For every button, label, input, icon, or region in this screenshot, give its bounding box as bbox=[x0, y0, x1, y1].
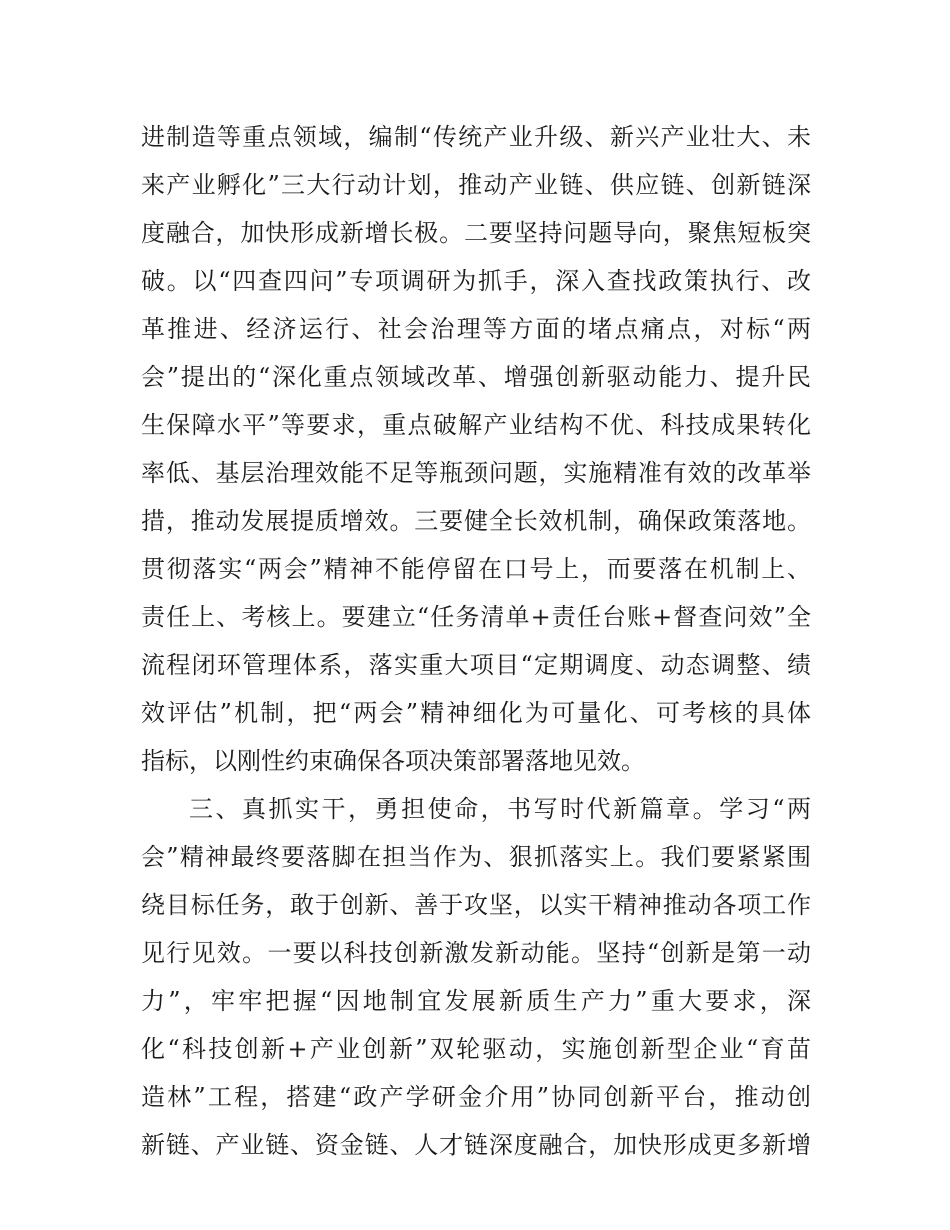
text-line: 效评估”机制，把“两会”精神细化为可量化、可考核的具体 bbox=[141, 699, 811, 727]
text-line: 革推进、经济运行、社会治理等方面的堵点痛点，对标“两 bbox=[141, 315, 811, 343]
text-line: 来产业孵化”三大行动计划，推动产业链、供应链、创新链深 bbox=[141, 171, 811, 199]
text-line: 造林”工程，搭建“政产学研金介用”协同创新平台，推动创 bbox=[141, 1083, 811, 1111]
text-line: 见行见效。一要以科技创新激发新动能。坚持“创新是第一动 bbox=[141, 939, 811, 967]
text-line: 三、真抓实干，勇担使命，书写时代新篇章。学习“两 bbox=[189, 795, 811, 823]
text-line: 会”精神最终要落脚在担当作为、狠抓落实上。我们要紧紧围 bbox=[141, 843, 811, 871]
text-line: 进制造等重点领域，编制“传统产业升级、新兴产业壮大、未 bbox=[141, 123, 811, 151]
text-line: 力”，牢牢把握“因地制宜发展新质生产力”重大要求，深 bbox=[141, 987, 811, 1015]
text-line: 化“科技创新+产业创新”双轮驱动，实施创新型企业“育苗 bbox=[141, 1035, 811, 1063]
text-line: 责任上、考核上。要建立“任务清单+责任台账+督查问效”全 bbox=[141, 603, 811, 631]
text-line: 破。以“四查四问”专项调研为抓手，深入查找政策执行、改 bbox=[141, 267, 811, 295]
text-line: 新链、产业链、资金链、人才链深度融合，加快形成更多新增 bbox=[141, 1131, 811, 1159]
paragraph-1 bbox=[141, 113, 811, 785]
paragraph-2 bbox=[141, 785, 811, 1169]
text-line: 生保障水平”等要求，重点破解产业结构不优、科技成果转化 bbox=[141, 411, 811, 439]
text-line: 措，推动发展提质增效。三要健全长效机制，确保政策落地。 bbox=[141, 507, 811, 535]
text-line: 贯彻落实“两会”精神不能停留在口号上，而要落在机制上、 bbox=[141, 555, 811, 583]
text-line: 会”提出的“深化重点领域改革、增强创新驱动能力、提升民 bbox=[141, 363, 811, 391]
text-line: 流程闭环管理体系，落实重大项目“定期调度、动态调整、绩 bbox=[141, 651, 811, 679]
text-line: 绕目标任务，敢于创新、善于攻坚，以实干精神推动各项工作 bbox=[141, 891, 811, 919]
document-body bbox=[141, 113, 811, 1169]
text-line: 率低、基层治理效能不足等瓶颈问题，实施精准有效的改革举 bbox=[141, 459, 811, 487]
text-line: 指标，以刚性约束确保各项决策部署落地见效。 bbox=[141, 747, 645, 775]
text-line: 度融合，加快形成新增长极。二要坚持问题导向，聚焦短板突 bbox=[141, 219, 811, 247]
